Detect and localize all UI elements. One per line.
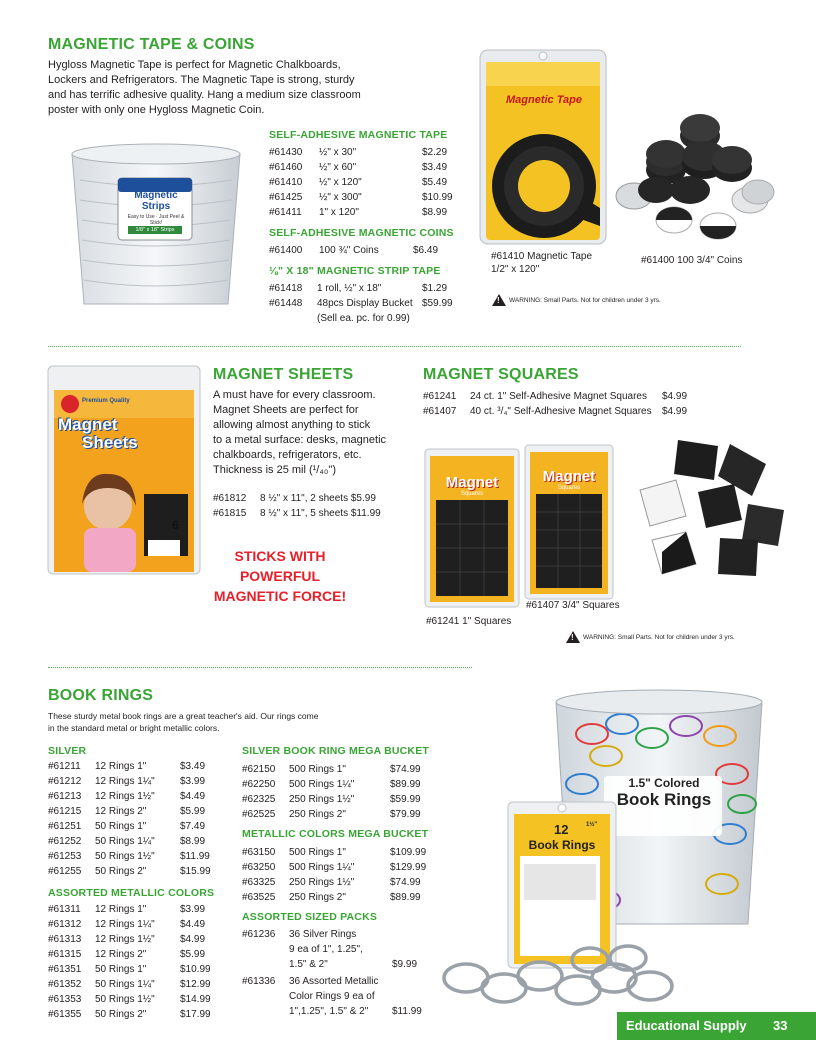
strip-note: (Sell ea. pc. for 0.99) xyxy=(317,313,410,324)
metallic-bucket-heading: METALLIC COLORS MEGA BUCKET xyxy=(242,828,429,840)
pack-61336 xyxy=(242,975,442,1020)
desc-line: allowing almost anything to stick xyxy=(213,419,371,431)
magnet-sheets-description xyxy=(213,388,413,478)
item-desc: 250 Rings 2" xyxy=(289,892,346,903)
desc-line: A must have for every classroom. xyxy=(213,389,376,401)
bucket-label-tagline: Easy to Use · Just Peel & Stick! xyxy=(127,214,185,226)
price-row xyxy=(48,835,228,850)
item-desc: 12 Rings 1¼" xyxy=(95,919,155,930)
section-divider xyxy=(48,346,741,347)
squares-pkg-sub: Squares xyxy=(557,485,581,491)
price-row xyxy=(213,506,413,521)
price-row xyxy=(242,778,432,793)
sku: #61351 xyxy=(48,964,82,975)
sku: #61418 xyxy=(269,283,303,294)
price: $3.99 xyxy=(180,904,206,915)
price-row xyxy=(48,932,228,947)
warning-icon xyxy=(566,631,580,643)
magnet-sheets-package-photo xyxy=(46,364,202,576)
sheets-premium-badge: Premium Quality xyxy=(82,398,130,404)
price: $10.99 xyxy=(422,192,453,203)
price: $59.99 xyxy=(390,794,421,805)
desc-line: poster with only one Hygloss Magnetic Coin. xyxy=(48,104,265,116)
price-row xyxy=(48,917,228,932)
price: $5.99 xyxy=(180,949,206,960)
rings-bucket-label-main: Book Rings xyxy=(616,790,712,809)
price-row xyxy=(48,775,228,790)
sku: #61336 xyxy=(242,976,276,987)
sku: #61312 xyxy=(48,919,82,930)
price: $3.49 xyxy=(180,761,206,772)
bucket-label-size: 1/8" x 18" Strips xyxy=(135,227,175,233)
price-row xyxy=(48,805,228,820)
sku: #61315 xyxy=(48,949,82,960)
item-desc: 24 ct. 1" Self-Adhesive Magnet Squares xyxy=(470,391,647,402)
desc-line: chalkboards, refrigerators, etc. xyxy=(213,449,362,461)
price: $109.99 xyxy=(390,847,427,858)
desc-line: Lockers and Refrigerators. The Magnetic Tape is strong, sturdy xyxy=(48,74,355,86)
item-desc: 12 Rings 1½" xyxy=(95,934,155,945)
section-divider xyxy=(48,667,472,668)
item-desc: 50 Rings 2" xyxy=(95,1009,147,1020)
item-desc: 1" x 120" xyxy=(319,207,359,218)
item-desc: 50 Rings 1" xyxy=(95,964,147,975)
squares-pkg-label: Magnet xyxy=(542,468,596,485)
price: $15.99 xyxy=(180,866,211,877)
rings-card-label: Book Rings xyxy=(528,838,596,852)
sticks-callout xyxy=(208,546,352,606)
price-row xyxy=(242,846,432,861)
footer-section-label: Educational Supply xyxy=(626,1018,747,1033)
bucket-label-magnetic: Magnetic xyxy=(134,190,178,201)
price-row xyxy=(242,990,442,1005)
price: $3.99 xyxy=(180,776,206,787)
warning-text: WARNING: Small Parts. Not for children under 3 yrs. xyxy=(583,633,735,641)
price-row xyxy=(269,175,459,190)
tape-coins-description xyxy=(48,58,388,118)
sku: #62525 xyxy=(242,809,276,820)
loose-magnet-squares-photo xyxy=(634,436,794,596)
sku: #61251 xyxy=(48,821,82,832)
loose-silver-rings-photo xyxy=(440,940,680,1012)
price-row xyxy=(242,1005,442,1020)
price-row xyxy=(269,243,459,258)
price: $10.99 xyxy=(180,964,211,975)
price: $7.49 xyxy=(180,821,206,832)
tape-caption-line: #61410 Magnetic Tape xyxy=(491,251,593,262)
small-parts-warning xyxy=(492,294,661,306)
item-desc: ½" x 30" xyxy=(319,147,357,158)
item-desc: 500 Rings 1¼" xyxy=(289,862,355,873)
desc-line: Thickness is 25 mil (¹/₄₀") xyxy=(213,464,336,476)
item-desc: 8 ½" x 11", 5 sheets $11.99 xyxy=(260,508,381,519)
price: $74.99 xyxy=(390,764,421,775)
item-desc: 12 Rings 1" xyxy=(95,904,147,915)
price-row xyxy=(48,902,228,917)
price: $9.99 xyxy=(392,959,418,970)
desc-line: Magnet Sheets are perfect for xyxy=(213,404,359,416)
price: $4.99 xyxy=(662,391,688,402)
price-row xyxy=(242,876,432,891)
sku: #61400 xyxy=(269,245,303,256)
sku: #63250 xyxy=(242,862,276,873)
squares-price-list xyxy=(423,389,703,419)
sku: #61252 xyxy=(48,836,82,847)
item-desc: 50 Rings 1¼" xyxy=(95,979,155,990)
price-row xyxy=(48,865,228,880)
price-row xyxy=(48,820,228,835)
price-row xyxy=(242,808,432,823)
strip-tape-heading: ⅛" X 18" MAGNETIC STRIP TAPE xyxy=(269,265,441,277)
price: $79.99 xyxy=(390,809,421,820)
item-desc: 12 Rings 2" xyxy=(95,806,147,817)
sku: #61212 xyxy=(48,776,82,787)
price: $5.99 xyxy=(180,806,206,817)
magnetic-strips-bucket-photo xyxy=(68,140,244,310)
sku: #61313 xyxy=(48,934,82,945)
item-desc: 500 Rings 1¼" xyxy=(289,779,355,790)
item-desc: ½" x 120" xyxy=(319,177,362,188)
price-row xyxy=(242,958,442,973)
pack-61236 xyxy=(242,928,442,973)
item-desc: 50 Rings 1½" xyxy=(95,994,155,1005)
sku: #61253 xyxy=(48,851,82,862)
desc-line: and has terrific adhesive quality. Hang a medium size classroom xyxy=(48,89,361,101)
magnetic-tape-package-photo xyxy=(478,48,608,246)
sku: #61215 xyxy=(48,806,82,817)
sku: #61410 xyxy=(269,177,303,188)
metallic-heading: ASSORTED METALLIC COLORS xyxy=(48,887,215,899)
price-row xyxy=(48,992,228,1007)
price-row xyxy=(242,891,432,906)
price: $5.49 xyxy=(422,177,448,188)
desc-line: in the standard metal or bright metallic colors. xyxy=(48,723,220,733)
sku: #61236 xyxy=(242,929,276,940)
item-desc: 250 Rings 2" xyxy=(289,809,346,820)
warning-text: WARNING: Small Parts. Not for children under 3 yrs. xyxy=(509,296,661,304)
item-desc: 50 Rings 1¼" xyxy=(95,836,155,847)
price: $3.49 xyxy=(422,162,448,173)
tape-caption-line: 1/2" x 120" xyxy=(491,264,540,275)
squares-caption-34in: #61407 3/4" Squares xyxy=(526,600,620,611)
sku: #62325 xyxy=(242,794,276,805)
item-desc: 500 Rings 1" xyxy=(289,847,346,858)
price-row xyxy=(269,311,459,326)
price: $6.49 xyxy=(413,245,439,256)
price-row xyxy=(242,943,442,958)
price-row xyxy=(269,205,459,220)
sheets-count-badge: 6 xyxy=(172,518,179,532)
item-desc: 500 Rings 1" xyxy=(289,764,346,775)
sku: #61353 xyxy=(48,994,82,1005)
callout-line: MAGNETIC FORCE! xyxy=(213,588,347,604)
price: $59.99 xyxy=(422,298,453,309)
price: $4.49 xyxy=(180,919,206,930)
price-row xyxy=(48,962,228,977)
sheets-label-magnet: Magnet xyxy=(58,415,118,434)
price-row xyxy=(242,861,432,876)
item-desc: 1.5" & 2" xyxy=(289,959,328,970)
item-desc: 9 ea of 1", 1.25", xyxy=(289,944,363,955)
sku: #61213 xyxy=(48,791,82,802)
price-row xyxy=(48,1007,228,1022)
price: $11.99 xyxy=(392,1006,422,1017)
sku: #61448 xyxy=(269,298,303,309)
magnet-squares-title: MAGNET SQUARES xyxy=(423,366,579,383)
squares-package-34in-photo xyxy=(524,444,614,600)
silver-bucket-heading: SILVER BOOK RING MEGA BUCKET xyxy=(242,745,430,757)
item-desc: 40 ct. ³/₄" Self-Adhesive Magnet Squares xyxy=(470,406,652,417)
packs-heading: ASSORTED SIZED PACKS xyxy=(242,911,378,923)
item-desc: 100 ¾" Coins xyxy=(319,245,379,256)
price-row xyxy=(213,491,413,506)
item-desc: 1",1.25", 1.5" & 2" xyxy=(289,1006,369,1017)
item-desc: 12 Rings 2" xyxy=(95,949,147,960)
coins-price-list xyxy=(269,243,459,258)
price: $11.99 xyxy=(180,851,210,862)
price-row xyxy=(242,793,432,808)
item-desc: 50 Rings 2" xyxy=(95,866,147,877)
price-row xyxy=(48,790,228,805)
price: $12.99 xyxy=(180,979,211,990)
callout-line: STICKS WITH xyxy=(234,548,326,564)
coins-caption: #61400 100 3/4" Coins xyxy=(641,255,743,266)
sku: #61255 xyxy=(48,866,82,877)
price: $2.29 xyxy=(422,147,448,158)
price: $74.99 xyxy=(390,877,421,888)
price-row xyxy=(269,145,459,160)
price: $89.99 xyxy=(390,892,421,903)
sku: #61460 xyxy=(269,162,303,173)
tape-coins-title: MAGNETIC TAPE & COINS xyxy=(48,36,255,53)
item-desc: 12 Rings 1" xyxy=(95,761,147,772)
price-row xyxy=(269,160,459,175)
price-row xyxy=(423,404,703,419)
price: $14.99 xyxy=(180,994,211,1005)
price: $8.99 xyxy=(422,207,448,218)
rings-card-count: 12 xyxy=(554,822,569,837)
sku: #61407 xyxy=(423,406,457,417)
sku: #61411 xyxy=(269,207,302,218)
price-row xyxy=(48,850,228,865)
sku: #61352 xyxy=(48,979,82,990)
price-row xyxy=(242,928,442,943)
small-parts-warning-2 xyxy=(566,631,735,643)
callout-line: POWERFUL xyxy=(239,568,321,584)
sku: #61211 xyxy=(48,761,81,772)
squares-caption-1in: #61241 1" Squares xyxy=(426,616,512,627)
rings-bucket-label-top: 1.5" Colored xyxy=(628,776,700,790)
price-row xyxy=(48,947,228,962)
tape-price-list xyxy=(269,145,459,220)
price-row xyxy=(269,296,459,311)
desc-line: to a metal surface: desks, magnetic xyxy=(213,434,387,446)
self-adhesive-coins-heading: SELF-ADHESIVE MAGNETIC COINS xyxy=(269,227,454,239)
price-row xyxy=(269,281,459,296)
price: $89.99 xyxy=(390,779,421,790)
price: $4.99 xyxy=(180,934,206,945)
metallic-bucket-price-list xyxy=(242,846,432,906)
item-desc: 48pcs Display Bucket xyxy=(317,298,413,309)
self-adhesive-tape-heading: SELF-ADHESIVE MAGNETIC TAPE xyxy=(269,129,448,141)
sku: #61815 xyxy=(213,508,247,519)
tape-caption xyxy=(491,250,592,276)
magnetic-coins-photo xyxy=(612,108,780,246)
strip-price-list xyxy=(269,281,459,326)
sku: #62250 xyxy=(242,779,276,790)
footer-bar xyxy=(617,1012,816,1040)
bucket-label-strips: Strips xyxy=(141,201,171,212)
silver-bucket-price-list xyxy=(242,763,432,823)
sheets-label-sheets: Sheets xyxy=(82,433,138,452)
rings-card-size: 1½" xyxy=(586,822,598,828)
item-desc: 12 Rings 1¼" xyxy=(95,776,155,787)
price: $8.99 xyxy=(180,836,206,847)
sku: #61311 xyxy=(48,904,81,915)
price: $17.99 xyxy=(180,1009,211,1020)
silver-heading: SILVER xyxy=(48,745,87,757)
item-desc: 36 Assorted Metallic xyxy=(289,976,379,987)
item-desc: 8 ½" x 11", 2 sheets $5.99 xyxy=(260,493,376,504)
price: $129.99 xyxy=(390,862,427,873)
sku: #63150 xyxy=(242,847,276,858)
sku: #63525 xyxy=(242,892,276,903)
book-rings-description xyxy=(48,710,378,734)
desc-line: These sturdy metal book rings are a great teacher's aid. Our rings come xyxy=(48,711,319,721)
tape-package-label: Magnetic Tape xyxy=(506,94,582,106)
price: $1.29 xyxy=(422,283,448,294)
item-desc: Color Rings 9 ea of xyxy=(289,991,375,1002)
sheets-price-list xyxy=(213,491,413,521)
sku: #61812 xyxy=(213,493,247,504)
sku: #62150 xyxy=(242,764,276,775)
item-desc: ½" x 60" xyxy=(319,162,357,173)
squares-pkg-label: Magnet xyxy=(445,474,499,491)
item-desc: 50 Rings 1½" xyxy=(95,851,155,862)
squares-package-1in-photo xyxy=(424,448,520,608)
item-desc: 50 Rings 1" xyxy=(95,821,147,832)
price-row xyxy=(48,760,228,775)
item-desc: 250 Rings 1½" xyxy=(289,794,355,805)
warning-icon xyxy=(492,294,506,306)
sku: #61355 xyxy=(48,1009,82,1020)
sku: #61241 xyxy=(423,391,457,402)
desc-line: Hygloss Magnetic Tape is perfect for Magnetic Chalkboards, xyxy=(48,59,341,71)
sku: #61425 xyxy=(269,192,303,203)
price-row xyxy=(48,977,228,992)
price-row xyxy=(269,190,459,205)
squares-pkg-sub: Squares xyxy=(460,491,484,497)
price: $4.49 xyxy=(180,791,206,802)
sku: #61430 xyxy=(269,147,303,158)
price-row xyxy=(242,975,442,990)
magnet-sheets-title: MAGNET SHEETS xyxy=(213,366,354,383)
price: $4.99 xyxy=(662,406,688,417)
book-rings-title: BOOK RINGS xyxy=(48,687,154,704)
price-row xyxy=(242,763,432,778)
sku: #63325 xyxy=(242,877,276,888)
sheets-package-label xyxy=(58,416,190,452)
item-desc: 1 roll, ½" x 18" xyxy=(317,283,382,294)
item-desc: 36 Silver Rings xyxy=(289,929,357,940)
metallic-price-list xyxy=(48,902,228,1022)
item-desc: ½" x 300" xyxy=(319,192,362,203)
item-desc: 250 Rings 1½" xyxy=(289,877,355,888)
silver-price-list xyxy=(48,760,228,880)
page-number: 33 xyxy=(773,1018,788,1033)
price-row xyxy=(423,389,703,404)
item-desc: 12 Rings 1½" xyxy=(95,791,155,802)
